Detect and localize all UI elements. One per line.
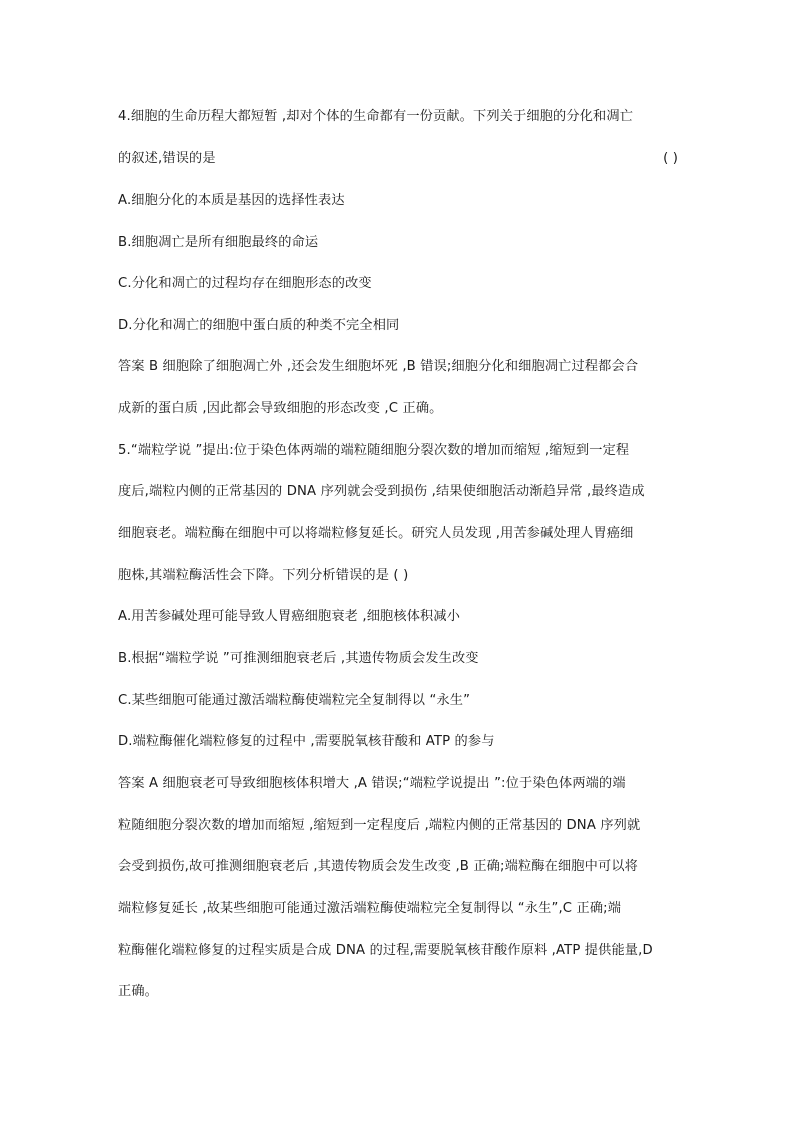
q5-answer-line-3: 会受到损伤,故可推测细胞衰老后 ,其遗传物质会发生改变 ,B 正确;端粒酶在细胞中可以将 [118, 859, 638, 874]
q5-stem-line-1: 5.“端粒学说 ”提出:位于染色体两端的端粒随细胞分裂次数的增加而缩短 ,缩短到一定程 [118, 443, 630, 458]
q5-option-a: A.用苦参碱处理可能导致人胃癌细胞衰老 ,细胞核体积减小 [118, 609, 461, 624]
q4-answer-bracket: ( ) [663, 151, 678, 166]
q4-stem-line-2: 的叙述,错误的是 [118, 151, 216, 166]
q5-answer-line-2: 粒随细胞分裂次数的增加而缩短 ,缩短到一定程度后 ,端粒内侧的正常基因的 DNA 序列就 [118, 818, 641, 833]
q5-stem-line-3: 细胞衰老。端粒酶在细胞中可以将端粒修复延长。研究人员发现 ,用苦参碱处理人胃癌细 [118, 526, 634, 541]
q5-option-c: C.某些细胞可能通过激活端粒酶使端粒完全复制得以 “永生” [118, 693, 471, 708]
q5-answer-line-5: 粒酶催化端粒修复的过程实质是合成 DNA 的过程,需要脱氧核苷酸作原料 ,ATP 提供能量,D [118, 943, 653, 958]
q4-option-b: B.细胞凋亡是所有细胞最终的命运 [118, 235, 319, 250]
q4-option-d: D.分化和凋亡的细胞中蛋白质的种类不完全相同 [118, 318, 400, 333]
q4-stem-line-2-row [118, 149, 678, 169]
q4-stem-line-1: 4.细胞的生命历程大都短暂 ,却对个体的生命都有一份贡献。下列关于细胞的分化和凋亡 [118, 109, 634, 124]
q5-stem-line-2: 度后,端粒内侧的正常基因的 DNA 序列就会受到损伤 ,结果使细胞活动渐趋异常 ,最终造成 [118, 484, 645, 499]
q5-option-d: D.端粒酶催化端粒修复的过程中 ,需要脱氧核苷酸和 ATP 的参与 [118, 734, 495, 749]
q5-stem-line-4: 胞株,其端粒酶活性会下降。下列分析错误的是 ( ) [118, 568, 409, 583]
q4-option-c: C.分化和凋亡的过程均存在细胞形态的改变 [118, 276, 372, 291]
q4-answer-line-2: 成新的蛋白质 ,因此都会导致细胞的形态改变 ,C 正确。 [118, 401, 443, 416]
q5-answer-line-4: 端粒修复延长 ,故某些细胞可能通过激活端粒酶使端粒完全复制得以 “永生”,C 正确;端 [118, 901, 622, 916]
q4-answer-line-1: 答案 B 细胞除了细胞凋亡外 ,还会发生细胞坏死 ,B 错误;细胞分化和细胞凋亡过程都会合 [118, 359, 639, 374]
q4-option-a: A.细胞分化的本质是基因的选择性表达 [118, 193, 345, 208]
q5-option-b: B.根据“端粒学说 ”可推测细胞衰老后 ,其遗传物质会发生改变 [118, 651, 479, 666]
q5-answer-line-6: 正确。 [118, 984, 159, 999]
q5-answer-line-1: 答案 A 细胞衰老可导致细胞核体积增大 ,A 错误;“端粒学说提出 ”:位于染色体两端的端 [118, 776, 626, 791]
